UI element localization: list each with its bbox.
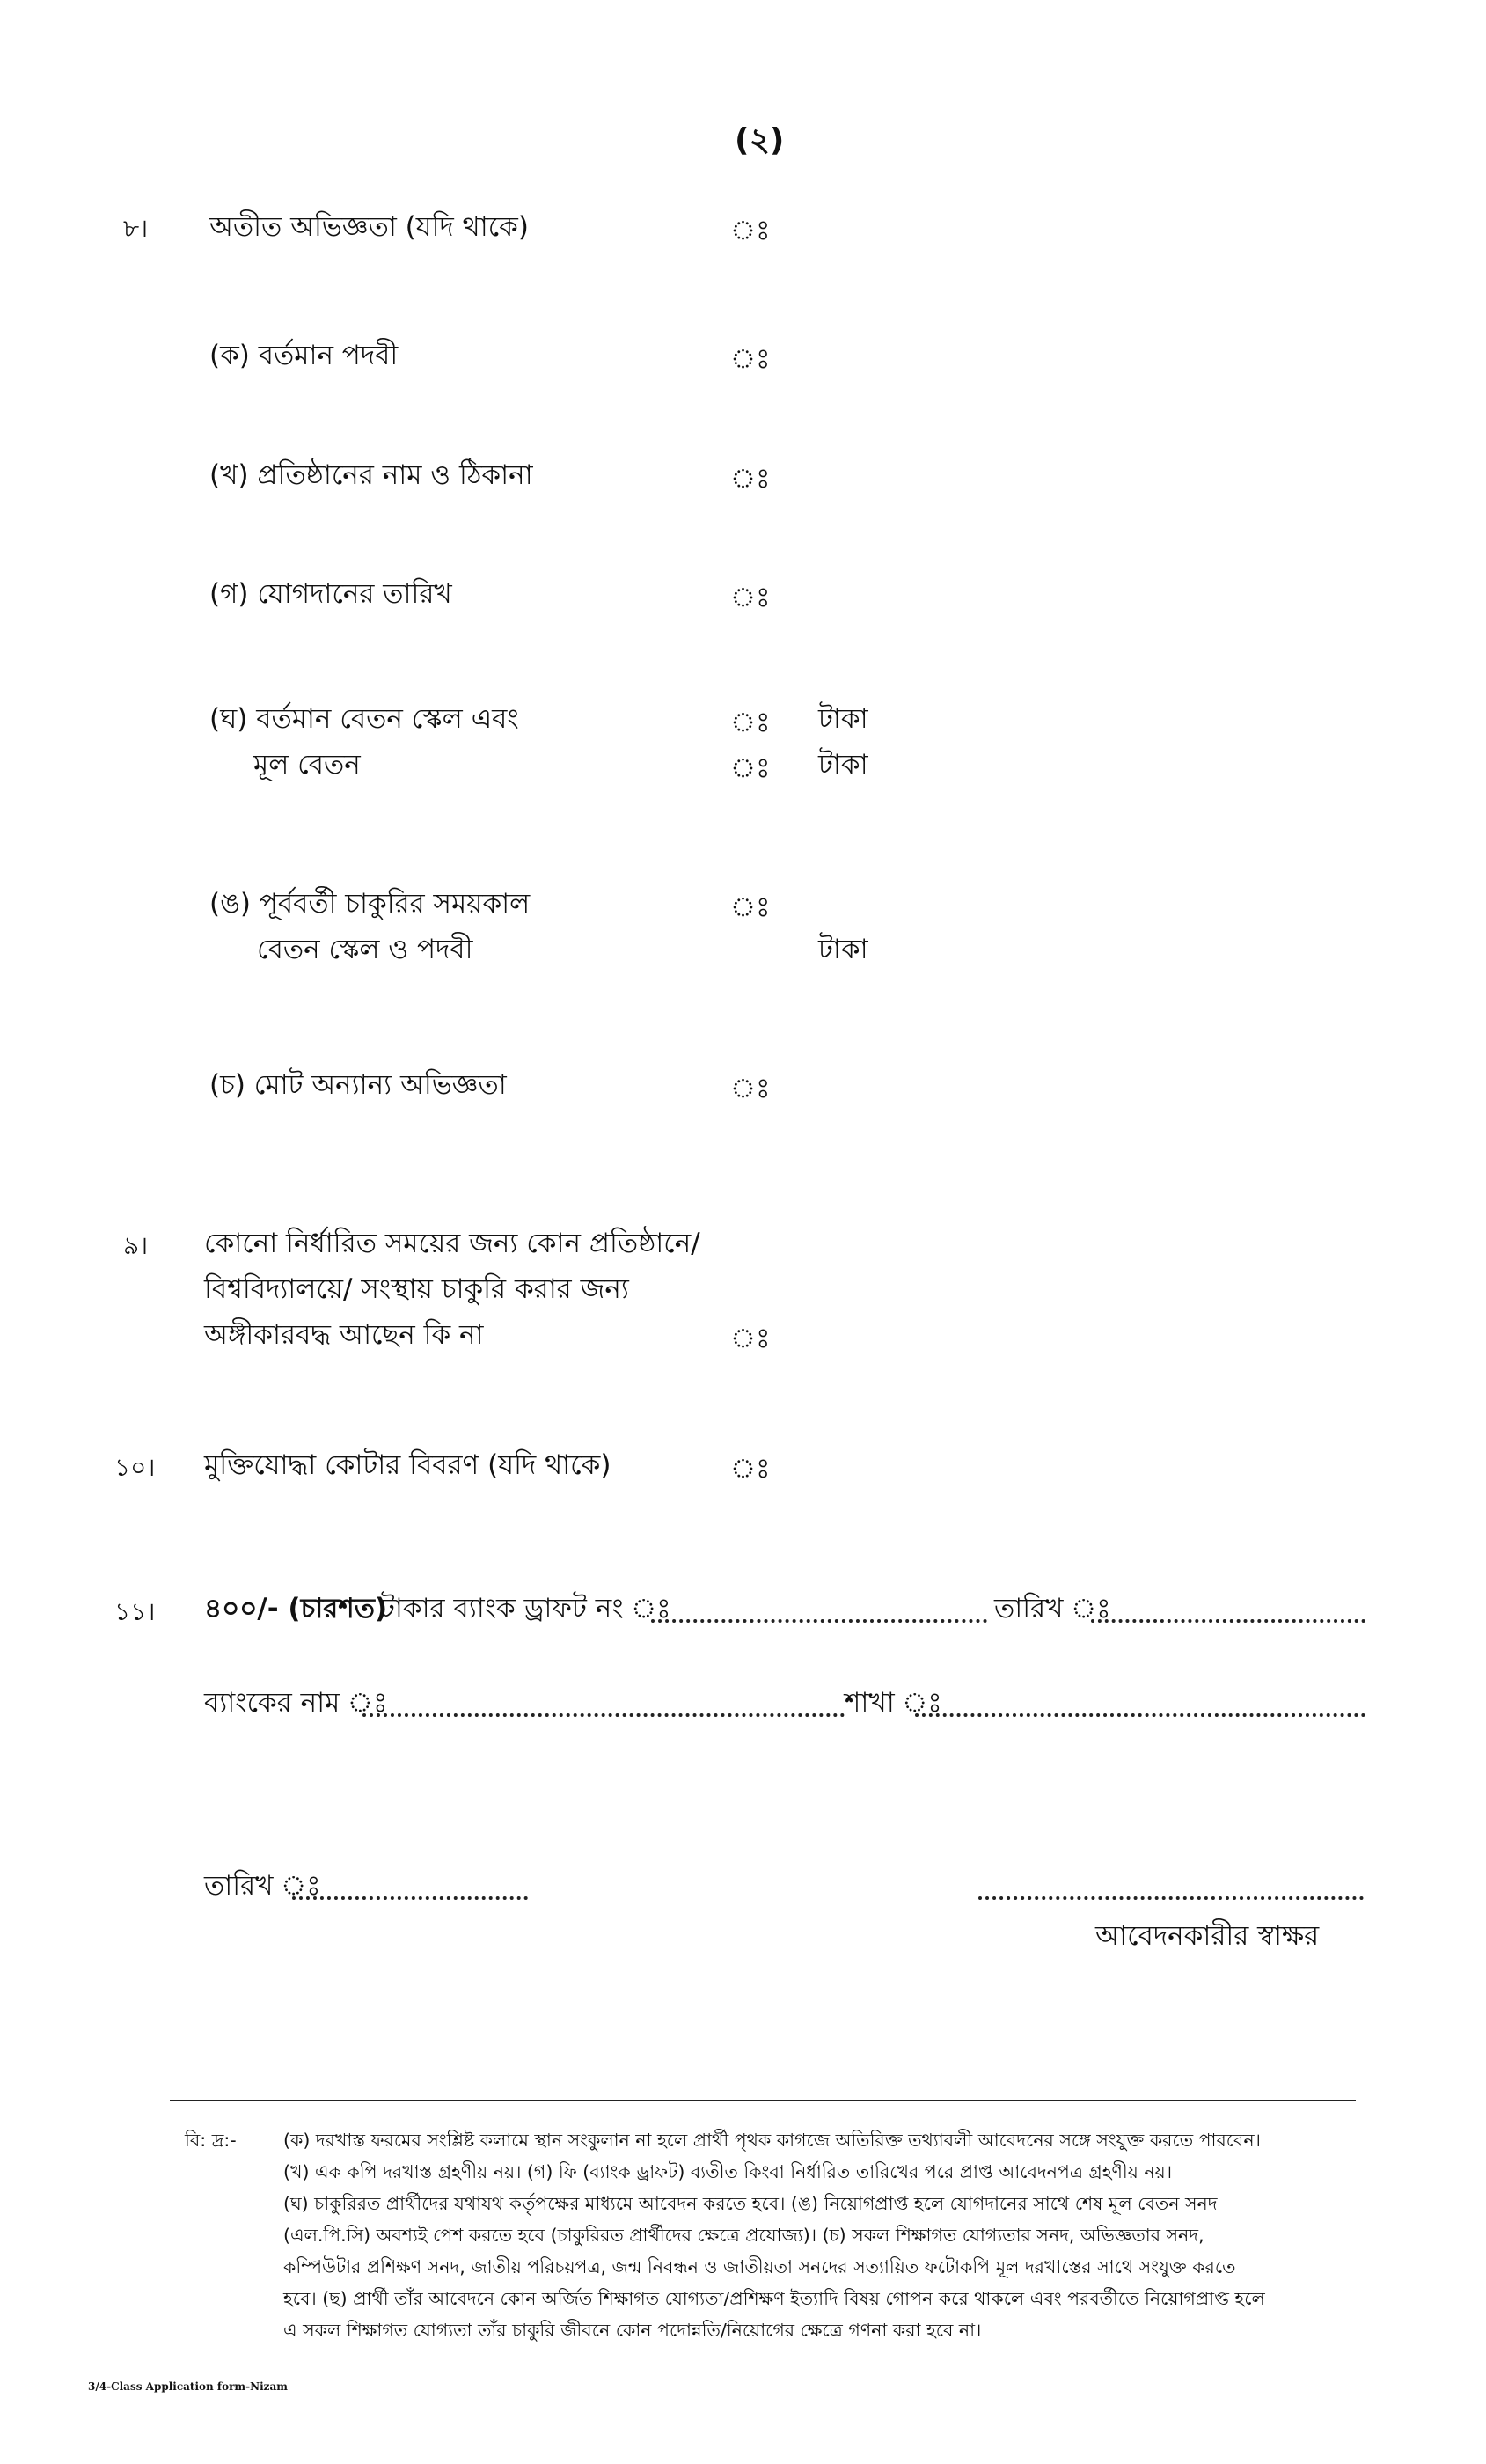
item-9-number: ৯। (123, 1231, 149, 1260)
note-line: কম্পিউটার প্রশিক্ষণ সনদ, জাতীয় পরিচয়পত্র, জন্ম নিবন্ধন ও জাতীয়তা সনদের সত্যায়িত ফটোকপি মূল দরখাস্তের সাথে সংযুক্ত করতে (283, 2256, 1236, 2277)
item-8-sub-gh-label-2: মূল বেতন (253, 749, 361, 781)
note-divider (170, 2100, 1356, 2101)
item-8-sub-ng-label-1: (ঙ) পূর্ববর্তী চাকুরির সময়কাল (209, 888, 531, 920)
note-prefix: বি: দ্র:- (185, 2130, 237, 2151)
item-8-sub-kh-colon: ঃ (730, 463, 771, 495)
item-8-label: অতীত অভিজ্ঞতা (যদি থাকে) (209, 211, 529, 243)
item-8-sub-ng-colon: ঃ (730, 891, 771, 923)
item-8-sub-g-label: (গ) যোগদানের তারিখ (209, 578, 452, 610)
signature-date-field[interactable] (292, 1896, 528, 1900)
item-8-sub-ch-colon: ঃ (730, 1073, 771, 1104)
item-8-sub-gh-taka-1: টাকা (818, 703, 868, 735)
item-8-sub-ng-label-2: বেতন স্কেল ও পদবী (257, 934, 473, 965)
item-9-line-1: কোনো নির্ধারিত সময়ের জন্য কোন প্রতিষ্ঠানে/ (204, 1228, 700, 1259)
item-9-colon: ঃ (730, 1323, 771, 1354)
note-line: (খ) এক কপি দরখাস্ত গ্রহণীয় নয়। (গ) ফি (ব্যাংক ড্রাফট) ব্যতীত কিংবা নির্ধারিত তারিখের পরে প্রাপ্ত আবেদনপত্র গ্রহণীয় নয়। (283, 2161, 1173, 2182)
item-8-colon: ঃ (730, 215, 771, 246)
item-10-colon: ঃ (730, 1453, 771, 1485)
item-9-line-2: বিশ্ববিদ্যালয়ে/ সংস্থায় চাকুরি করার জন্য (204, 1273, 629, 1305)
bank-draft-date-field[interactable] (1091, 1619, 1365, 1623)
item-9-line-3: অঙ্গীকারবদ্ধ আছেন কি না (204, 1319, 484, 1351)
bank-draft-number-field[interactable] (651, 1619, 987, 1623)
note-line: (এল.পি.সি) অবশ্যই পেশ করতে হবে (চাকুরিরত প্রার্থীদের ক্ষেত্রে প্রযোজ্য)। (চ) সকল শিক্ষাগত যোগ্যতার সনদ, অভিজ্ঞতার সনদ, (283, 2225, 1204, 2246)
item-8-sub-gh-colon-2: ঃ (730, 752, 771, 784)
bank-name-label: ব্যাংকের নাম ঃ (204, 1687, 388, 1719)
branch-label: শাখা ঃ (845, 1687, 942, 1719)
signature-date-label: তারিখ ঃ (204, 1870, 321, 1902)
form-footer: 3/4-Class Application form-Nizam (88, 2380, 288, 2393)
bank-name-field[interactable] (362, 1713, 845, 1717)
item-8-sub-gh-colon-1: ঃ (730, 707, 771, 738)
signature-field[interactable] (978, 1896, 1364, 1900)
item-8-sub-gh-label-1: (ঘ) বর্তমান বেতন স্কেল এবং (209, 703, 519, 735)
item-10-label: মুক্তিযোদ্ধা কোটার বিবরণ (যদি থাকে) (204, 1449, 611, 1481)
item-10-number: ১০। (114, 1453, 156, 1482)
item-11-date-label: তারিখ ঃ (994, 1593, 1111, 1624)
note-line: হবে। (ছ) প্রার্থী তাঁর আবেদনে কোন অর্জিত শিক্ষাগত যোগ্যতা/প্রশিক্ষণ ইত্যাদি বিষয় গোপন করে থাকলে এবং পরবর্তীতে নিয়োগপ্রাপ্ত হলে (283, 2288, 1265, 2309)
note-line: (ঘ) চাকুরিরত প্রার্থীদের যথাযথ কর্তৃপক্ষের মাধ্যমে আবেদন করতে হবে। (ঙ) নিয়োগপ্রাপ্ত হলে যোগদানের সাথে শেষ মূল বেতন সনদ (283, 2193, 1218, 2214)
note-line: (ক) দরখাস্ত ফরমের সংশ্লিষ্ট কলামে স্থান সংকুলান না হলে প্রার্থী পৃথক কাগজে অতিরিক্ত তথ্যাবলী আবেদনের সঙ্গে সংযুক্ত করতে পারবেন। (283, 2130, 1261, 2151)
item-11-amount: ৪০০/- (চারশত) (204, 1593, 388, 1624)
note-line: এ সকল শিক্ষাগত যোগ্যতা তাঁর চাকুরি জীবনে কোন পদোন্নতি/নিয়োগের ক্ষেত্রে গণনা করা হবে না। (283, 2320, 982, 2341)
item-8-sub-g-colon: ঃ (730, 582, 771, 613)
signature-label: আবেদনকারীর স্বাক্ষর (1095, 1920, 1320, 1952)
item-8-sub-ng-taka: টাকা (818, 934, 868, 965)
item-8-number: ৮। (123, 214, 149, 243)
item-8-sub-ch-label: (চ) মোট অন্যান্য অভিজ্ঞতা (209, 1069, 507, 1101)
item-11-draft-label: টাকার ব্যাংক ড্রাফট নং ঃ (380, 1593, 671, 1624)
item-8-sub-k-label: (ক) বর্তমান পদবী (209, 340, 399, 371)
item-11-number: ১১। (114, 1597, 156, 1626)
item-8-sub-gh-taka-2: টাকা (818, 749, 868, 781)
item-8-sub-kh-label: (খ) প্রতিষ্ঠানের নাম ও ঠিকানা (209, 459, 533, 491)
item-8-sub-k-colon: ঃ (730, 343, 771, 375)
branch-field[interactable] (915, 1713, 1365, 1717)
page-number: (২) (735, 122, 785, 158)
